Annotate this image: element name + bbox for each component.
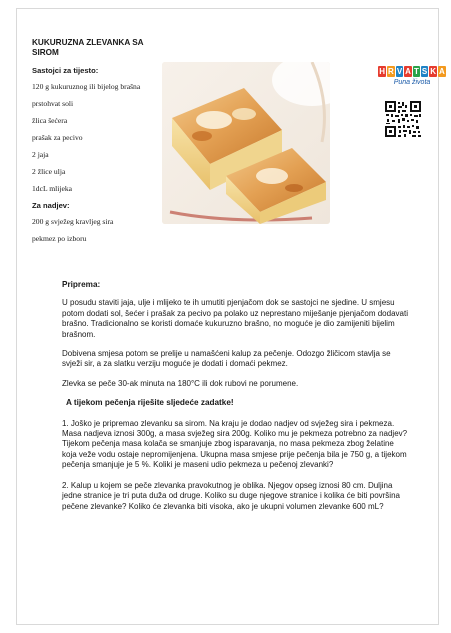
logo-letter: H [379,67,386,76]
ingredient-item: 2 jaja [32,150,49,159]
ingredient-item: 120 g kukuruznog ili bijelog brašna [32,82,141,91]
ingredient-item: prašak za pecivo [32,133,83,142]
ingredient-item: prstohvat soli [32,99,74,108]
croatia-logo-wordmark [379,66,445,77]
recipe-ingredients-column [32,38,150,251]
cake-photo-image [162,62,330,224]
ingredients-heading: Sastojci za tijesto: [32,66,99,75]
cake-photo [162,62,330,224]
ingredient-item: žlica šećera [32,116,68,125]
prep-paragraph: Zlevka se peče 30-ak minuta na 180°C ili dok rubovi ne porumene. [62,378,299,388]
logo-letter: S [421,67,428,76]
logo-tagline: Puna života [393,79,431,86]
croatia-logo [379,66,445,100]
filling-heading: Za nadjev: [32,201,70,210]
logo-letter: A [438,67,445,76]
ingredient-item: 2 žlice ulja [32,167,66,176]
logo-letter: T [413,67,419,76]
prep-paragraph: U posudu staviti jaja, ulje i mlijeko te ih umutiti pjenjačom dok se sastojci ne sjedine. U smjesu potom dodati sol, šećer i prašak za pecivo pa polako uz neprestano miješanje pjenjačom dodavati brašno. Tradicionalno se koristi domaće kukuruzno brašno, no moguće je dio zamijeniti bijelim brašnom. [62,298,408,339]
task-item: 1. Joško je pripremao zlevanku sa sirom. Na kraju je dodao nadjev od svježeg sira i pekmeza. Masa nadjeva iznosi 300g, a masa svježeg sira 200g. Koliko mu je pekmeza potrebno za nadjev? Tijekom pečenja masa kolača se smanjuje zbog isparavanja, no masa pekmeza zbog želatine koja veže vodu ostaje nepromijenjena. Ukupna masa smjese prije pečenja bila je 750 g, a tijekom pečenja smanjuje je 5 %. Koliki je maseni udio pekmeza u pečenoj zlevanki? [62,418,408,470]
ingredient-item: 1dcL mlijeka [32,184,72,193]
filling-item: 200 g svježeg kravljeg sira [32,217,114,226]
task-item: 2. Kalup u kojem se peče zlevanka pravokutnog je oblika. Njegov opseg iznosi 80 cm. Duljina jedne stranice je tri puta duža od druge. Koliko su duge njegove stranice i kolika će biti površina pečene zlevanke? Koliko će zlevanka biti visoka, ako je ukupni volumen zlevanke 600 mL? [62,480,400,511]
prep-heading: Priprema: [62,280,101,289]
qr-code-graphic [384,100,422,138]
qr-code-icon [384,100,422,138]
recipe-body [62,280,408,522]
logo-letter: A [405,67,411,76]
tasks-heading: A tijekom pečenja riješite sljedeće zadatke! [66,398,234,408]
filling-item: pekmez po izboru [32,234,87,243]
logo-letter: R [388,67,394,76]
recipe-title: KUKURUZNA ZLEVANKA SA SIROM [32,38,144,57]
logo-letter: V [396,67,403,76]
prep-paragraph: Dobivena smjesa potom se prelije u namašćeni kalup za pečenje. Odozgo žličicom stavlja se svježi sir, a za slatku verziju moguće je dodati i domaći pekmez. [62,349,391,369]
logo-letter: K [430,67,436,76]
